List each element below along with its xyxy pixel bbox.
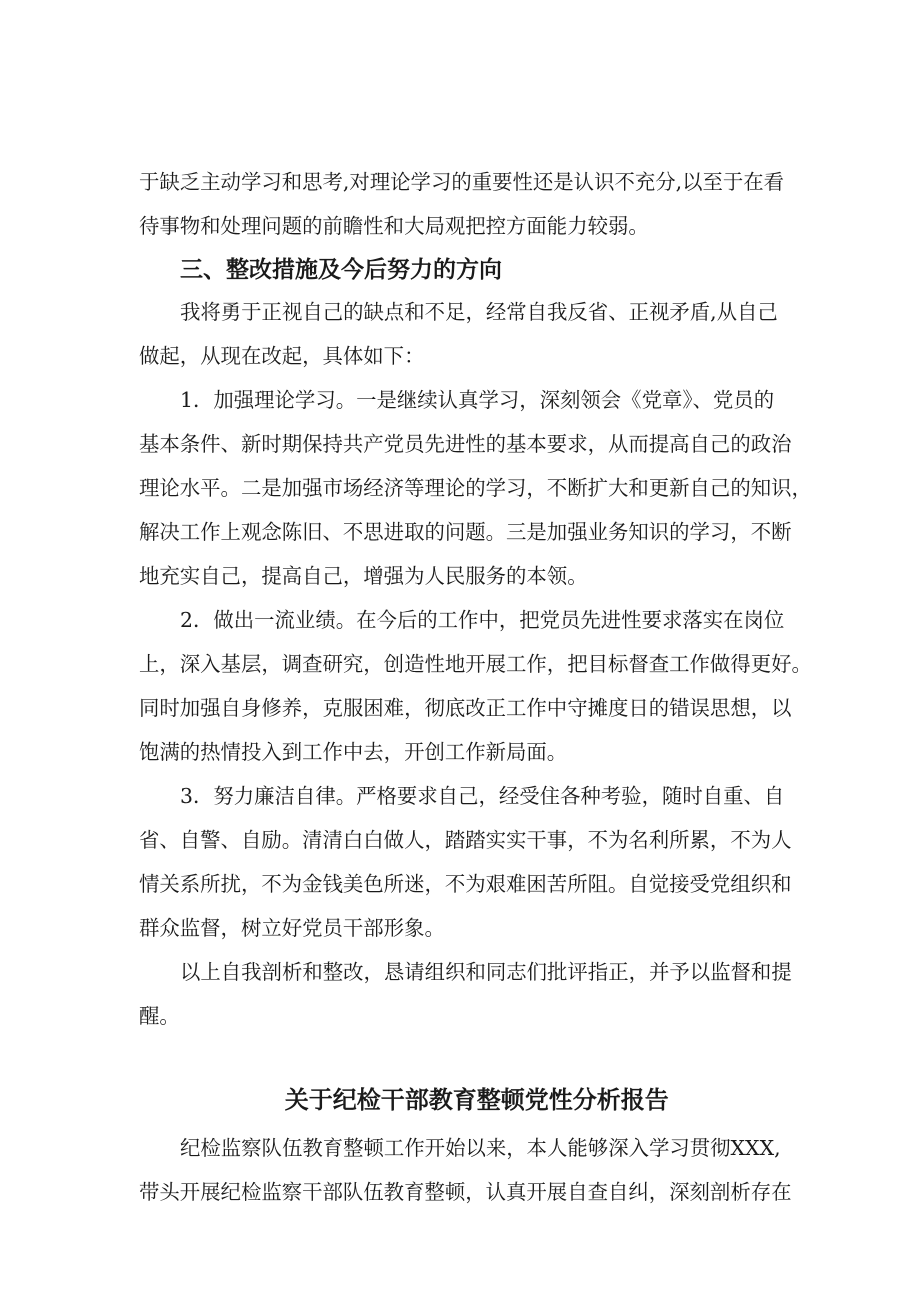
text: 基本条件、新时期保持共产党员先进性的基本要求，从而提高自己的政治 [139, 432, 792, 456]
paragraph-line [0, 384, 920, 456]
text: 做起，从现在改起，具体如下： [139, 344, 425, 368]
text: 于缺乏主动学习和思考,对理论学习的重要性还是认识不充分,以至于在看 [139, 170, 785, 194]
text: 情关系所扰，不为金钱美色所迷，不为艰难困苦所阻。自觉接受党组织和 [139, 872, 792, 896]
text: 省、自警、自励。清清白白做人，踏踏实实干事，不为名利所累，不为人 [139, 828, 792, 852]
paragraph-line [0, 604, 920, 676]
paragraph-line [0, 692, 920, 764]
heading-text: 三、整改措施及今后努力的方向 [180, 257, 502, 283]
paragraph-line [0, 296, 920, 368]
paragraph-line [0, 166, 920, 238]
text: 我将勇于正视自己的缺点和不足，经常自我反省、正视矛盾,从自己 [180, 300, 778, 324]
paragraph-line [0, 428, 920, 500]
paragraph-line [0, 868, 920, 940]
text: 同时加强自身修养，克服困难，彻底改正工作中守摊度日的错误思想，以 [139, 696, 792, 720]
text: 1．加强理论学习。一是继续认真学习，深刻领会《党章》、党员的 [180, 388, 775, 412]
text: 上，深入基层，调查研究，创造性地开展工作，把目标督查工作做得更好。 [139, 652, 812, 676]
text: 群众监督，树立好党员干部形象。 [139, 916, 445, 940]
paragraph-line [0, 780, 920, 852]
paragraph-line [0, 956, 920, 1028]
text: 带头开展纪检监察干部队伍教育整顿，认真开展自查自纠，深刻剖析存在 [139, 1180, 792, 1204]
paragraph-line [0, 824, 920, 896]
text: 解决工作上观念陈旧、不思进取的问题。三是加强业务知识的学习，不断 [139, 520, 792, 544]
paragraph-line [0, 560, 920, 632]
text: 以上自我剖析和整改，恳请组织和同志们批评指正，并予以监督和提 [180, 960, 792, 984]
text: 待事物和处理问题的前瞻性和大局观把控方面能力较弱。 [139, 214, 649, 238]
paragraph-line [0, 516, 920, 588]
text: 3．努力廉洁自律。严格要求自己，经受住各种考验，随时自重、自 [180, 784, 785, 808]
text: 醒。 [139, 1004, 180, 1028]
paragraph-line [0, 472, 920, 544]
text: 2．做出一流业绩。在今后的工作中，把党员先进性要求落实在岗位 [180, 608, 785, 632]
title-text: 关于纪检干部教育整顿党性分析报告 [284, 1086, 669, 1114]
paragraph-line [0, 122, 920, 194]
text: 饱满的热情投入到工作中去，开创工作新局面。 [139, 740, 568, 764]
section-heading [0, 210, 920, 283]
text: 地充实自己，提高自己，增强为人民服务的本领。 [139, 564, 588, 588]
paragraph-line [0, 736, 920, 808]
report-title [0, 1040, 920, 1114]
paragraph-line [0, 340, 920, 412]
text: 理论水平。二是加强市场经济等理论的学习，不断扩大和更新自己的知识， [139, 476, 812, 500]
paragraph-line [0, 1132, 920, 1204]
paragraph-line [0, 648, 920, 720]
paragraph-line [0, 1088, 920, 1160]
text: 纪检监察队伍教育整顿工作开始以来，本人能够深入学习贯彻XXX, [180, 1136, 781, 1160]
paragraph-line [0, 252, 920, 324]
paragraph-line [0, 912, 920, 984]
